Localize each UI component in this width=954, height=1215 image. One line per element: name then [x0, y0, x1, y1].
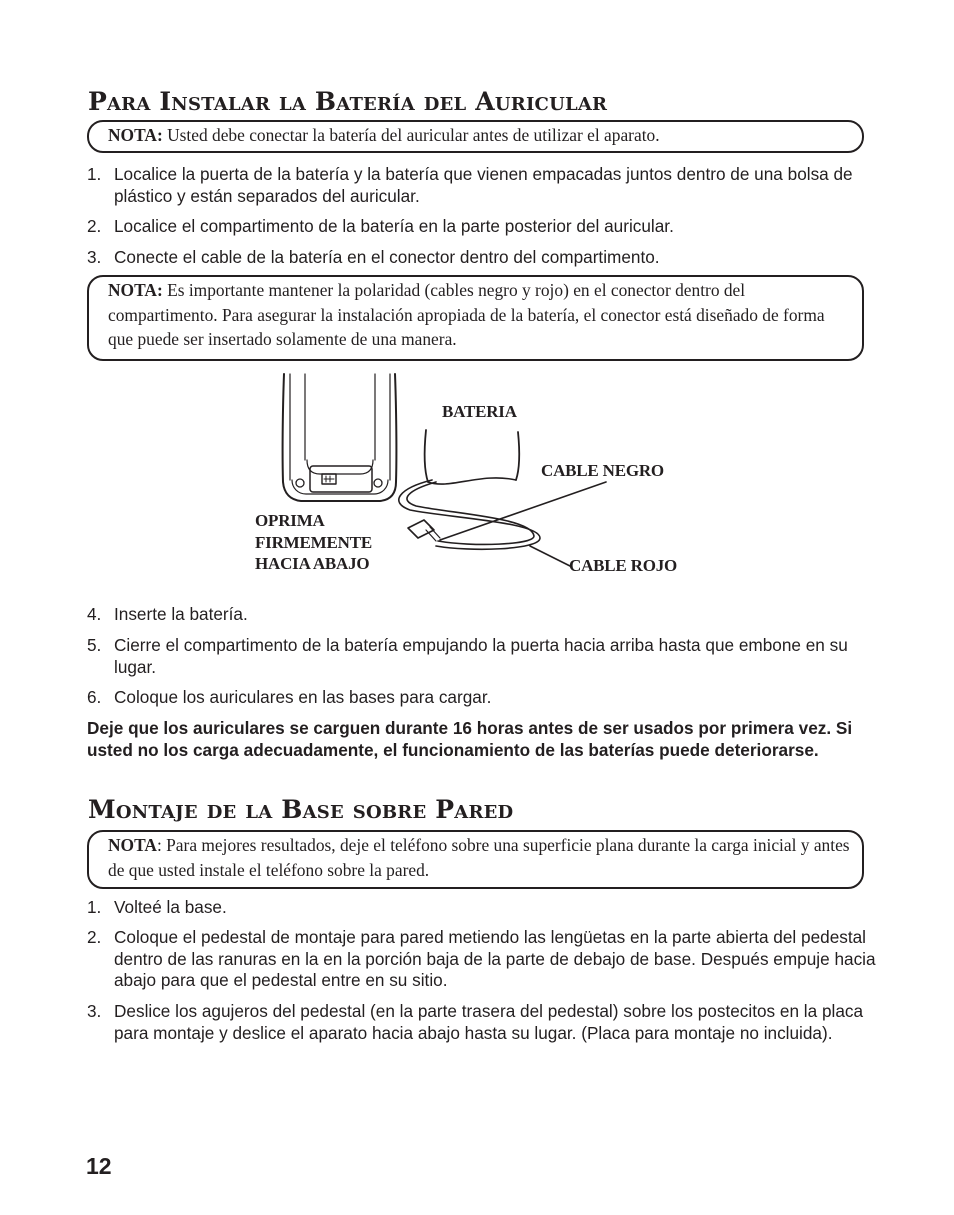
step-item — [87, 897, 877, 919]
step-text: Coloque los auriculares en las bases para cargar. — [114, 687, 492, 707]
step-item — [87, 247, 877, 269]
note-box-wall-mount — [87, 830, 864, 889]
label-cable-negro: CABLE NEGRO — [541, 461, 664, 480]
step-number: 1. — [87, 897, 102, 917]
note-box-connect-battery — [87, 120, 864, 153]
step-number: 2. — [87, 216, 102, 236]
step-text: Inserte la batería. — [114, 604, 248, 624]
battery-connection-figure — [250, 370, 690, 582]
step-number: 6. — [87, 687, 102, 707]
label-cable-rojo: CABLE ROJO — [569, 556, 678, 575]
note-label: NOTA — [108, 835, 157, 855]
step-item — [87, 164, 877, 207]
step-item — [87, 604, 877, 626]
step-item — [87, 927, 877, 992]
page-number: 12 — [86, 1153, 112, 1179]
step-text: Coloque el pedestal de montaje para pared metiendo las lengüetas en la parte abierta del pedestal dentro de las ranuras en la en la porción baja de la parte de debajo de base. Después empuje hacia abajo para que el pedestal entre en su sitio. — [114, 927, 876, 990]
note-label: NOTA: — [108, 280, 163, 300]
step-text: Volteé la base. — [114, 897, 227, 917]
step-number: 2. — [87, 927, 102, 947]
step-text: Deslice los agujeros del pedestal (en la parte trasera del pedestal) sobre los postecitos en la placa para montaje y deslice el aparato hacia abajo hasta su lugar. (Placa para montaje no incluida). — [114, 1001, 864, 1043]
step-text: Localice la puerta de la batería y la batería que vienen empacadas juntos dentro de una bolsa de plástico y están separados del auricular. — [114, 164, 853, 206]
step-number: 3. — [87, 247, 102, 267]
note-box-polarity — [87, 275, 864, 361]
label-oprima: OPRIMA FIRMEMENTE HACIA ABAJO — [255, 511, 373, 573]
note-text: : Para mejores resultados, deje el teléfono sobre una superficie plana durante la carga inicial y antes de que usted instale el teléfono sobre la pared. — [108, 835, 850, 880]
note-text: Es importante mantener la polaridad (cables negro y rojo) en el conector dentro del compartimento. Para asegurar la instalación apropiada de la batería, el conector está diseñado de forma que puede ser insertado solamente de una manera. — [108, 280, 825, 349]
step-item — [87, 1001, 877, 1044]
step-item — [87, 687, 877, 709]
step-item — [87, 216, 877, 238]
charging-warning: Deje que los auriculares se carguen durante 16 horas antes de ser usados por primera vez. Si usted no los carga adecuadamente, el funcionamiento de las baterías puede deteriorarse. — [87, 718, 853, 760]
step-number: 3. — [87, 1001, 102, 1021]
section-heading-wall-mount: Montaje de la Base sobre Pared — [88, 795, 514, 824]
step-text: Localice el compartimento de la batería en la parte posterior del auricular. — [114, 216, 674, 236]
note-label: NOTA: — [108, 125, 163, 145]
step-number: 1. — [87, 164, 102, 184]
step-item — [87, 635, 877, 678]
label-bateria: BATERIA — [442, 402, 517, 421]
step-text: Conecte el cable de la batería en el conector dentro del compartimento. — [114, 247, 660, 267]
step-number: 5. — [87, 635, 102, 655]
note-text: Usted debe conectar la batería del auricular antes de utilizar el aparato. — [162, 125, 660, 145]
step-text: Cierre el compartimento de la batería empujando la puerta hacia arriba hasta que embone en su lugar. — [114, 635, 848, 677]
section-heading-battery: Para Instalar la Batería del Auricular — [88, 87, 608, 116]
step-number: 4. — [87, 604, 102, 624]
